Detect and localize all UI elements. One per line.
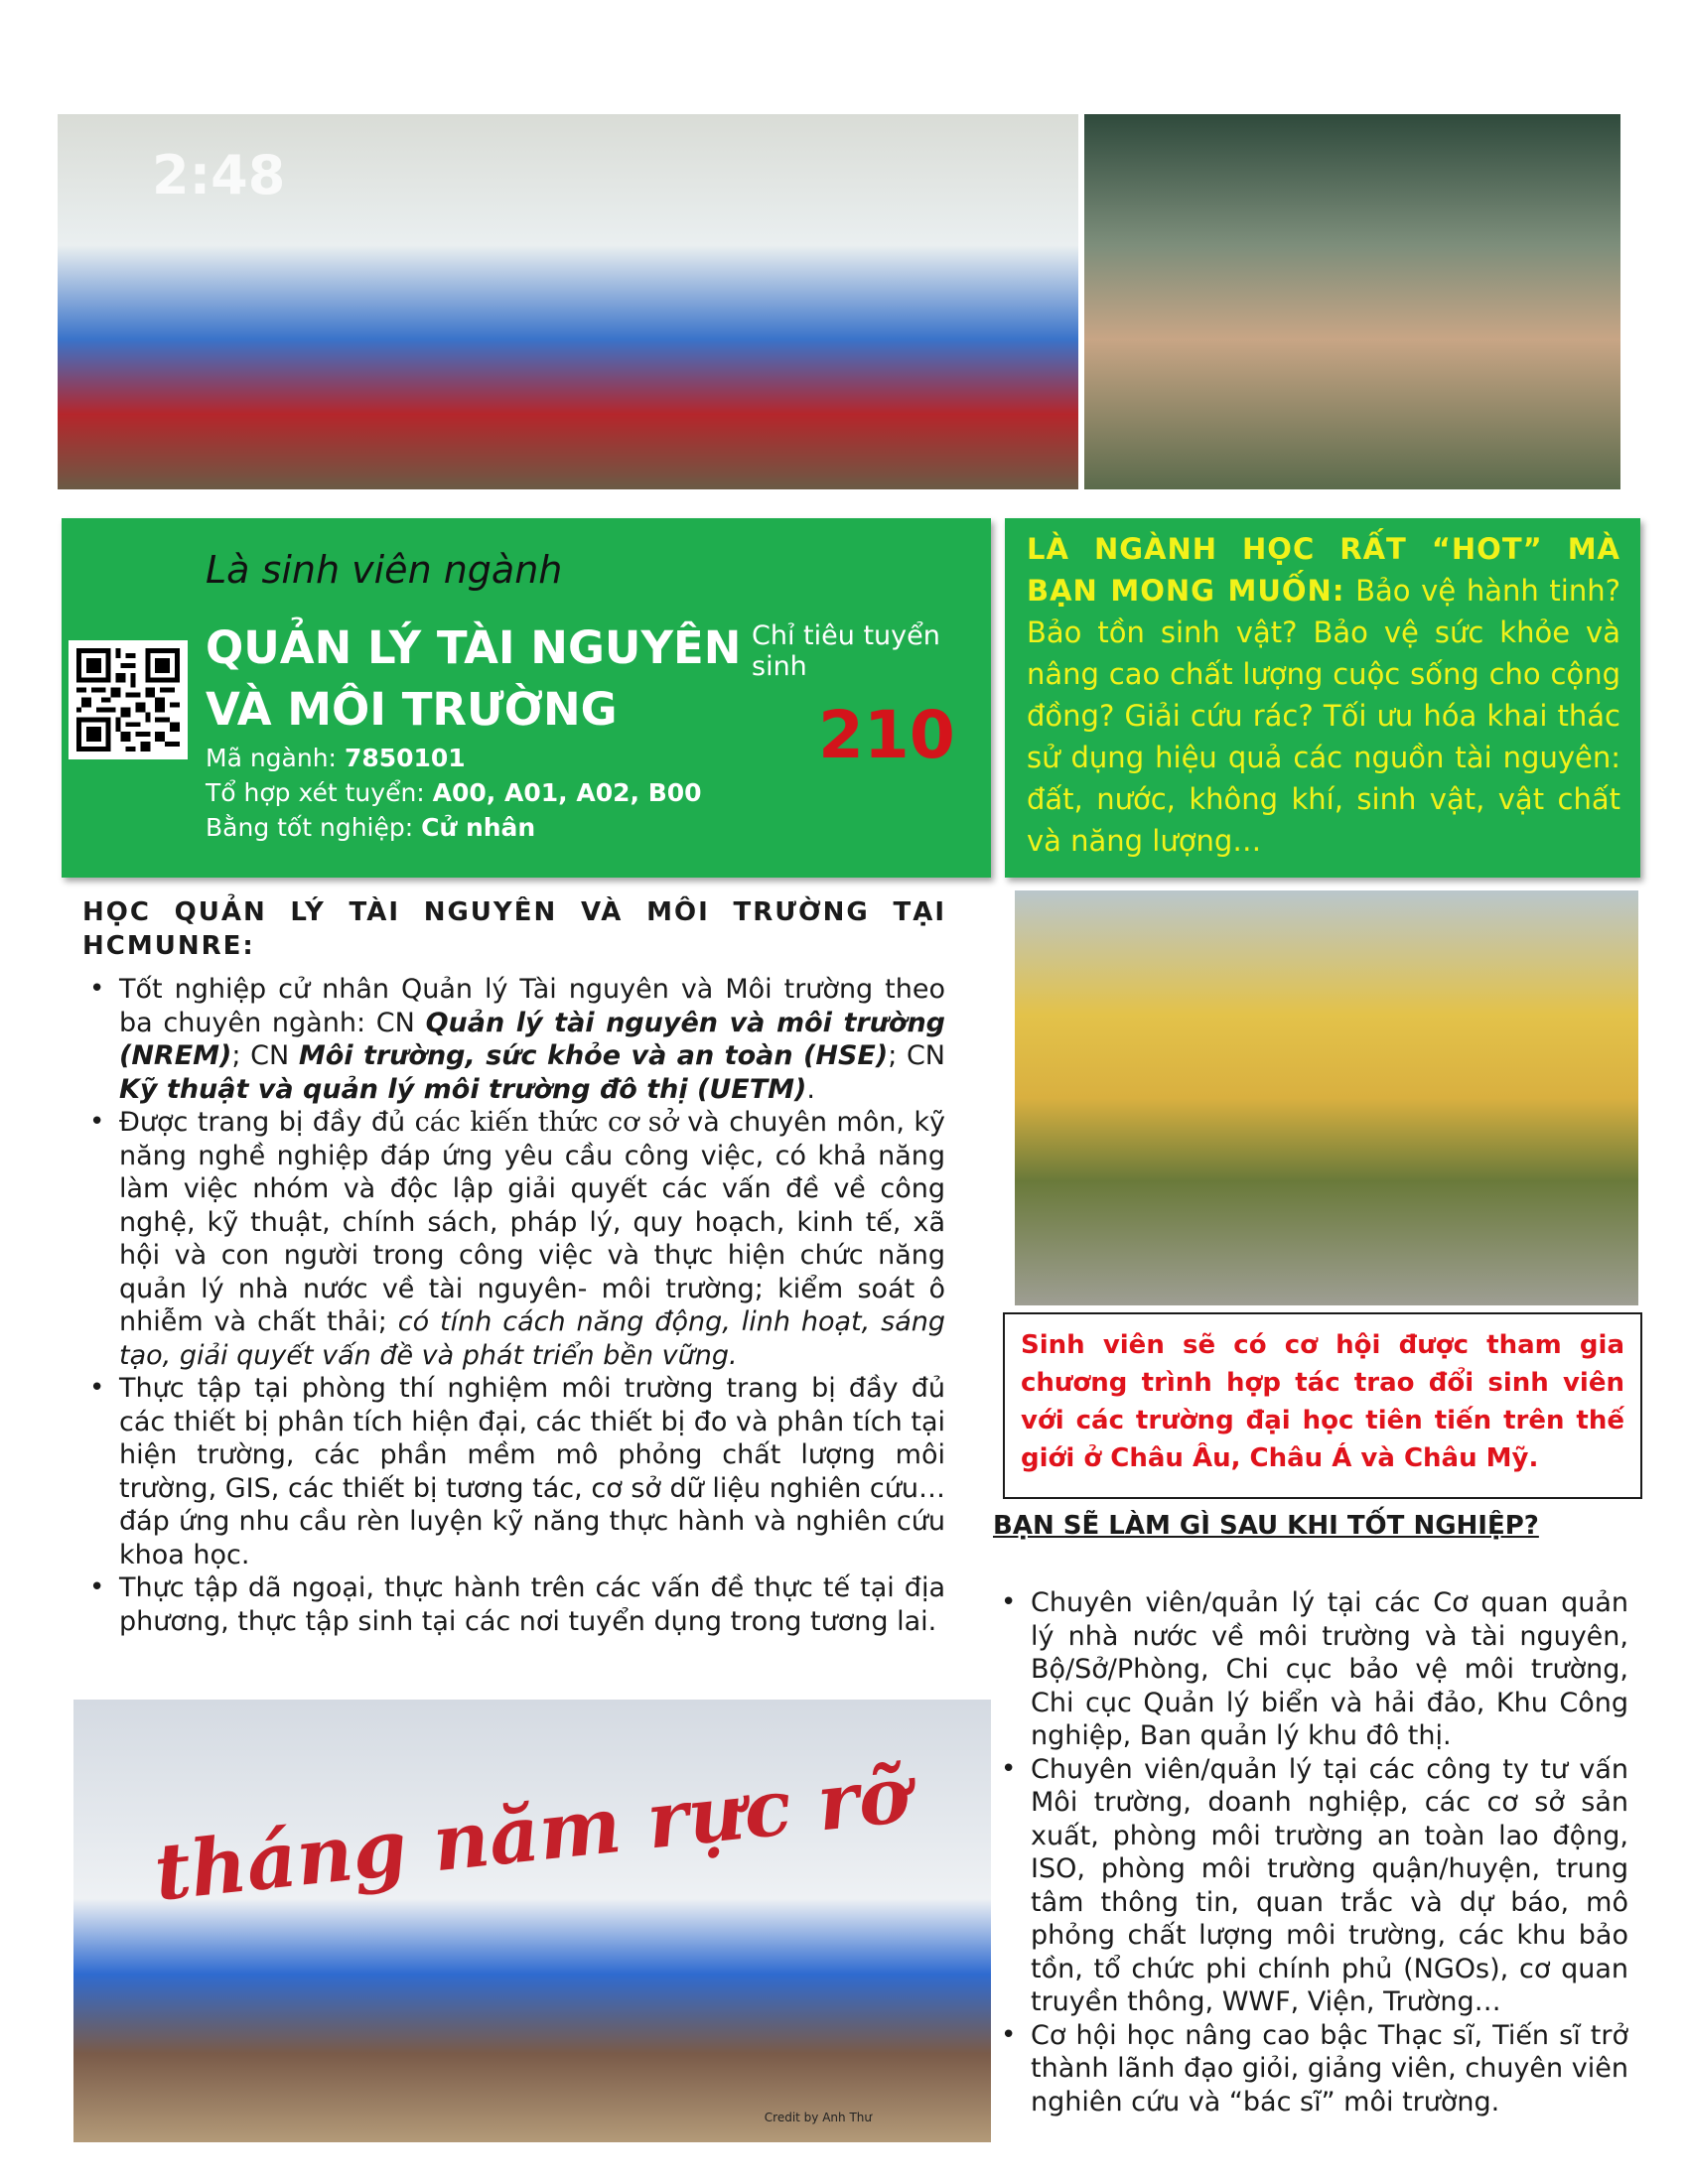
list-item: • Chuyên viên/quản lý tại các công ty tư vấn Môi trường, doanh nghiệp, các cơ sở sản xuất, phòng môi trường an toàn lao động, ISO, phòng môi trường quận/huyện, trung tâm thông tin, quan trắc và dự báo, mô phỏng chất lượng môi trường, các khu bảo tồn, tổ chức phi chính phủ (NGOs), cơ quan truyền thông, WWF, Viện, Trường… bbox=[993, 1753, 1628, 2019]
subject-combination-label: Tổ hợp xét tuyển: bbox=[206, 778, 433, 807]
classroom-group-photo bbox=[1084, 114, 1620, 489]
student-competition-photo bbox=[58, 114, 1078, 489]
quota-value: 210 bbox=[818, 697, 955, 773]
list-item bbox=[81, 1106, 945, 1372]
hot-major-lead: LÀ NGÀNH HỌC RẤT “HOT” MÀ BẠN MONG MUỐN: bbox=[1027, 532, 1620, 608]
photo-script-text: tháng năm rực rỡ bbox=[150, 1749, 914, 1919]
study-text-italic: có tính cách năng động, linh hoạt, sáng tạo, giải quyết vấn đề và phát triển bền vững. bbox=[119, 1306, 945, 1371]
list-item: • Chuyên viên/quản lý tại các Cơ quan quản lý nhà nước về môi trường và tài nguyên, Bộ/Sở/Phòng, Chi cục bảo vệ môi trường, Chi cục Quản lý biển và hải đảo, Khu Công nghiệp, Ban quản lý khu đô thị. bbox=[993, 1586, 1628, 1753]
study-heading: HỌC QUẢN LÝ TÀI NGUYÊN VÀ MÔI TRƯỜNG TẠI HCMUNRE: bbox=[82, 897, 946, 961]
list-item: • Thực tập dã ngoại, thực hành trên các vấn đề thực tế tại địa phương, thực tập sinh tại các nơi tuyển dụng trong tương lai. bbox=[81, 1571, 945, 1638]
degree-label: Bằng tốt nghiệp: bbox=[206, 813, 422, 842]
major-title bbox=[206, 617, 762, 741]
career-list bbox=[993, 1586, 1628, 2118]
major-code bbox=[206, 744, 466, 772]
specialization-hse: Môi trường, sức khỏe và an toàn (HSE) bbox=[298, 1040, 889, 1071]
major-title-panel bbox=[62, 518, 991, 878]
list-item: • Cơ hội học nâng cao bậc Thạc sĩ, Tiến sĩ trở thành lãnh đạo giỏi, giảng viên, chuyên viên nghiên cứu và “bác sĩ” môi trường. bbox=[993, 2019, 1628, 2119]
degree bbox=[206, 813, 535, 842]
study-text: Tốt nghiệp cử nhân Quản lý Tài nguyên và Môi trường theo ba chuyên ngành: CN bbox=[119, 974, 945, 1038]
major-code-label: Mã ngành: bbox=[206, 744, 345, 772]
career-heading: BẠN SẼ LÀM GÌ SAU KHI TỐT NGHIỆP? bbox=[993, 1511, 1539, 1541]
study-text: các kiến thức cơ sở bbox=[414, 1107, 678, 1138]
photo-credit: Credit by Anh Thư bbox=[764, 2111, 872, 2124]
study-text: ; CN bbox=[231, 1040, 299, 1071]
major-code-value: 7850101 bbox=[344, 744, 466, 772]
study-text: và chuyên môn, kỹ năng nghề nghiệp đáp ứng yêu cầu công việc, có khả năng làm việc nhóm và độc lập giải quyết các vấn đề về công nghệ, kỹ thuật, chính sách, pháp lý, quy hoạch, kinh tế, xã hội và con người trong công việc và thực hiện chức năng quản lý nhà nước về tài nguyên- môi trường; kiểm soát ô nhiễm và chất thải; bbox=[119, 1107, 945, 1337]
hot-major-body: Bảo vệ hành tinh? Bảo tồn sinh vật? Bảo vệ sức khỏe và nâng cao chất lượng cuộc sống cho cộng đồng? Giải cứu rác? Tối ưu hóa khai thác sử dụng hiệu quả các nguồn tài nguyên: đất, nước, không khí, sinh vật, vật chất và năng lượng… bbox=[1027, 574, 1620, 858]
subject-combination bbox=[206, 778, 702, 807]
subject-combination-value: A00, A01, A02, B00 bbox=[432, 778, 702, 807]
qr-code-icon[interactable] bbox=[69, 640, 188, 759]
exchange-program-box bbox=[1003, 1312, 1642, 1499]
hot-major-text bbox=[1027, 528, 1620, 862]
specialization-uetm: Kỹ thuật và quản lý môi trường đô thị (UETM) bbox=[119, 1073, 807, 1105]
faculty-group-photo bbox=[1015, 890, 1638, 1305]
study-list bbox=[81, 973, 945, 1638]
study-text: . bbox=[806, 1073, 815, 1105]
study-text: Được trang bị đầy đủ bbox=[119, 1107, 415, 1138]
list-item: • Thực tập tại phòng thí nghiệm môi trường trang bị đầy đủ các thiết bị phân tích hiện đại, các thiết bị đo và phân tích tại hiện trường, các phần mềm mô phỏng chất lượng môi trường, GIS, các thiết bị tương tác, cơ sở dữ liệu nghiên cứu… đáp ứng nhu cầu rèn luyện kỹ năng thực hành và nghiên cứu khoa học. bbox=[81, 1372, 945, 1571]
degree-value: Cử nhân bbox=[421, 813, 536, 842]
study-text: ; CN bbox=[888, 1040, 945, 1071]
major-title-line1: QUẢN LÝ TÀI NGUYÊN bbox=[206, 621, 742, 674]
quota-label: Chỉ tiêu tuyển sinh bbox=[752, 620, 940, 682]
specialization-nrem: Quản lý tài nguyên và môi trường (NREM) bbox=[119, 1007, 945, 1071]
major-title-line2: VÀ MÔI TRƯỜNG bbox=[206, 683, 618, 736]
list-item bbox=[81, 973, 945, 1106]
hot-major-panel bbox=[1005, 518, 1640, 878]
field-trip-group-photo bbox=[73, 1700, 991, 2142]
exchange-program-text: Sinh viên sẽ có cơ hội được tham gia chương trình hợp tác trao đổi sinh viên với các trường đại học tiên tiến trên thế giới ở Châu Âu, Châu Á và Châu Mỹ. bbox=[1021, 1330, 1624, 1473]
photo-timer-text: 2:48 bbox=[152, 144, 286, 206]
intro-line: Là sinh viên ngành bbox=[206, 548, 563, 592]
